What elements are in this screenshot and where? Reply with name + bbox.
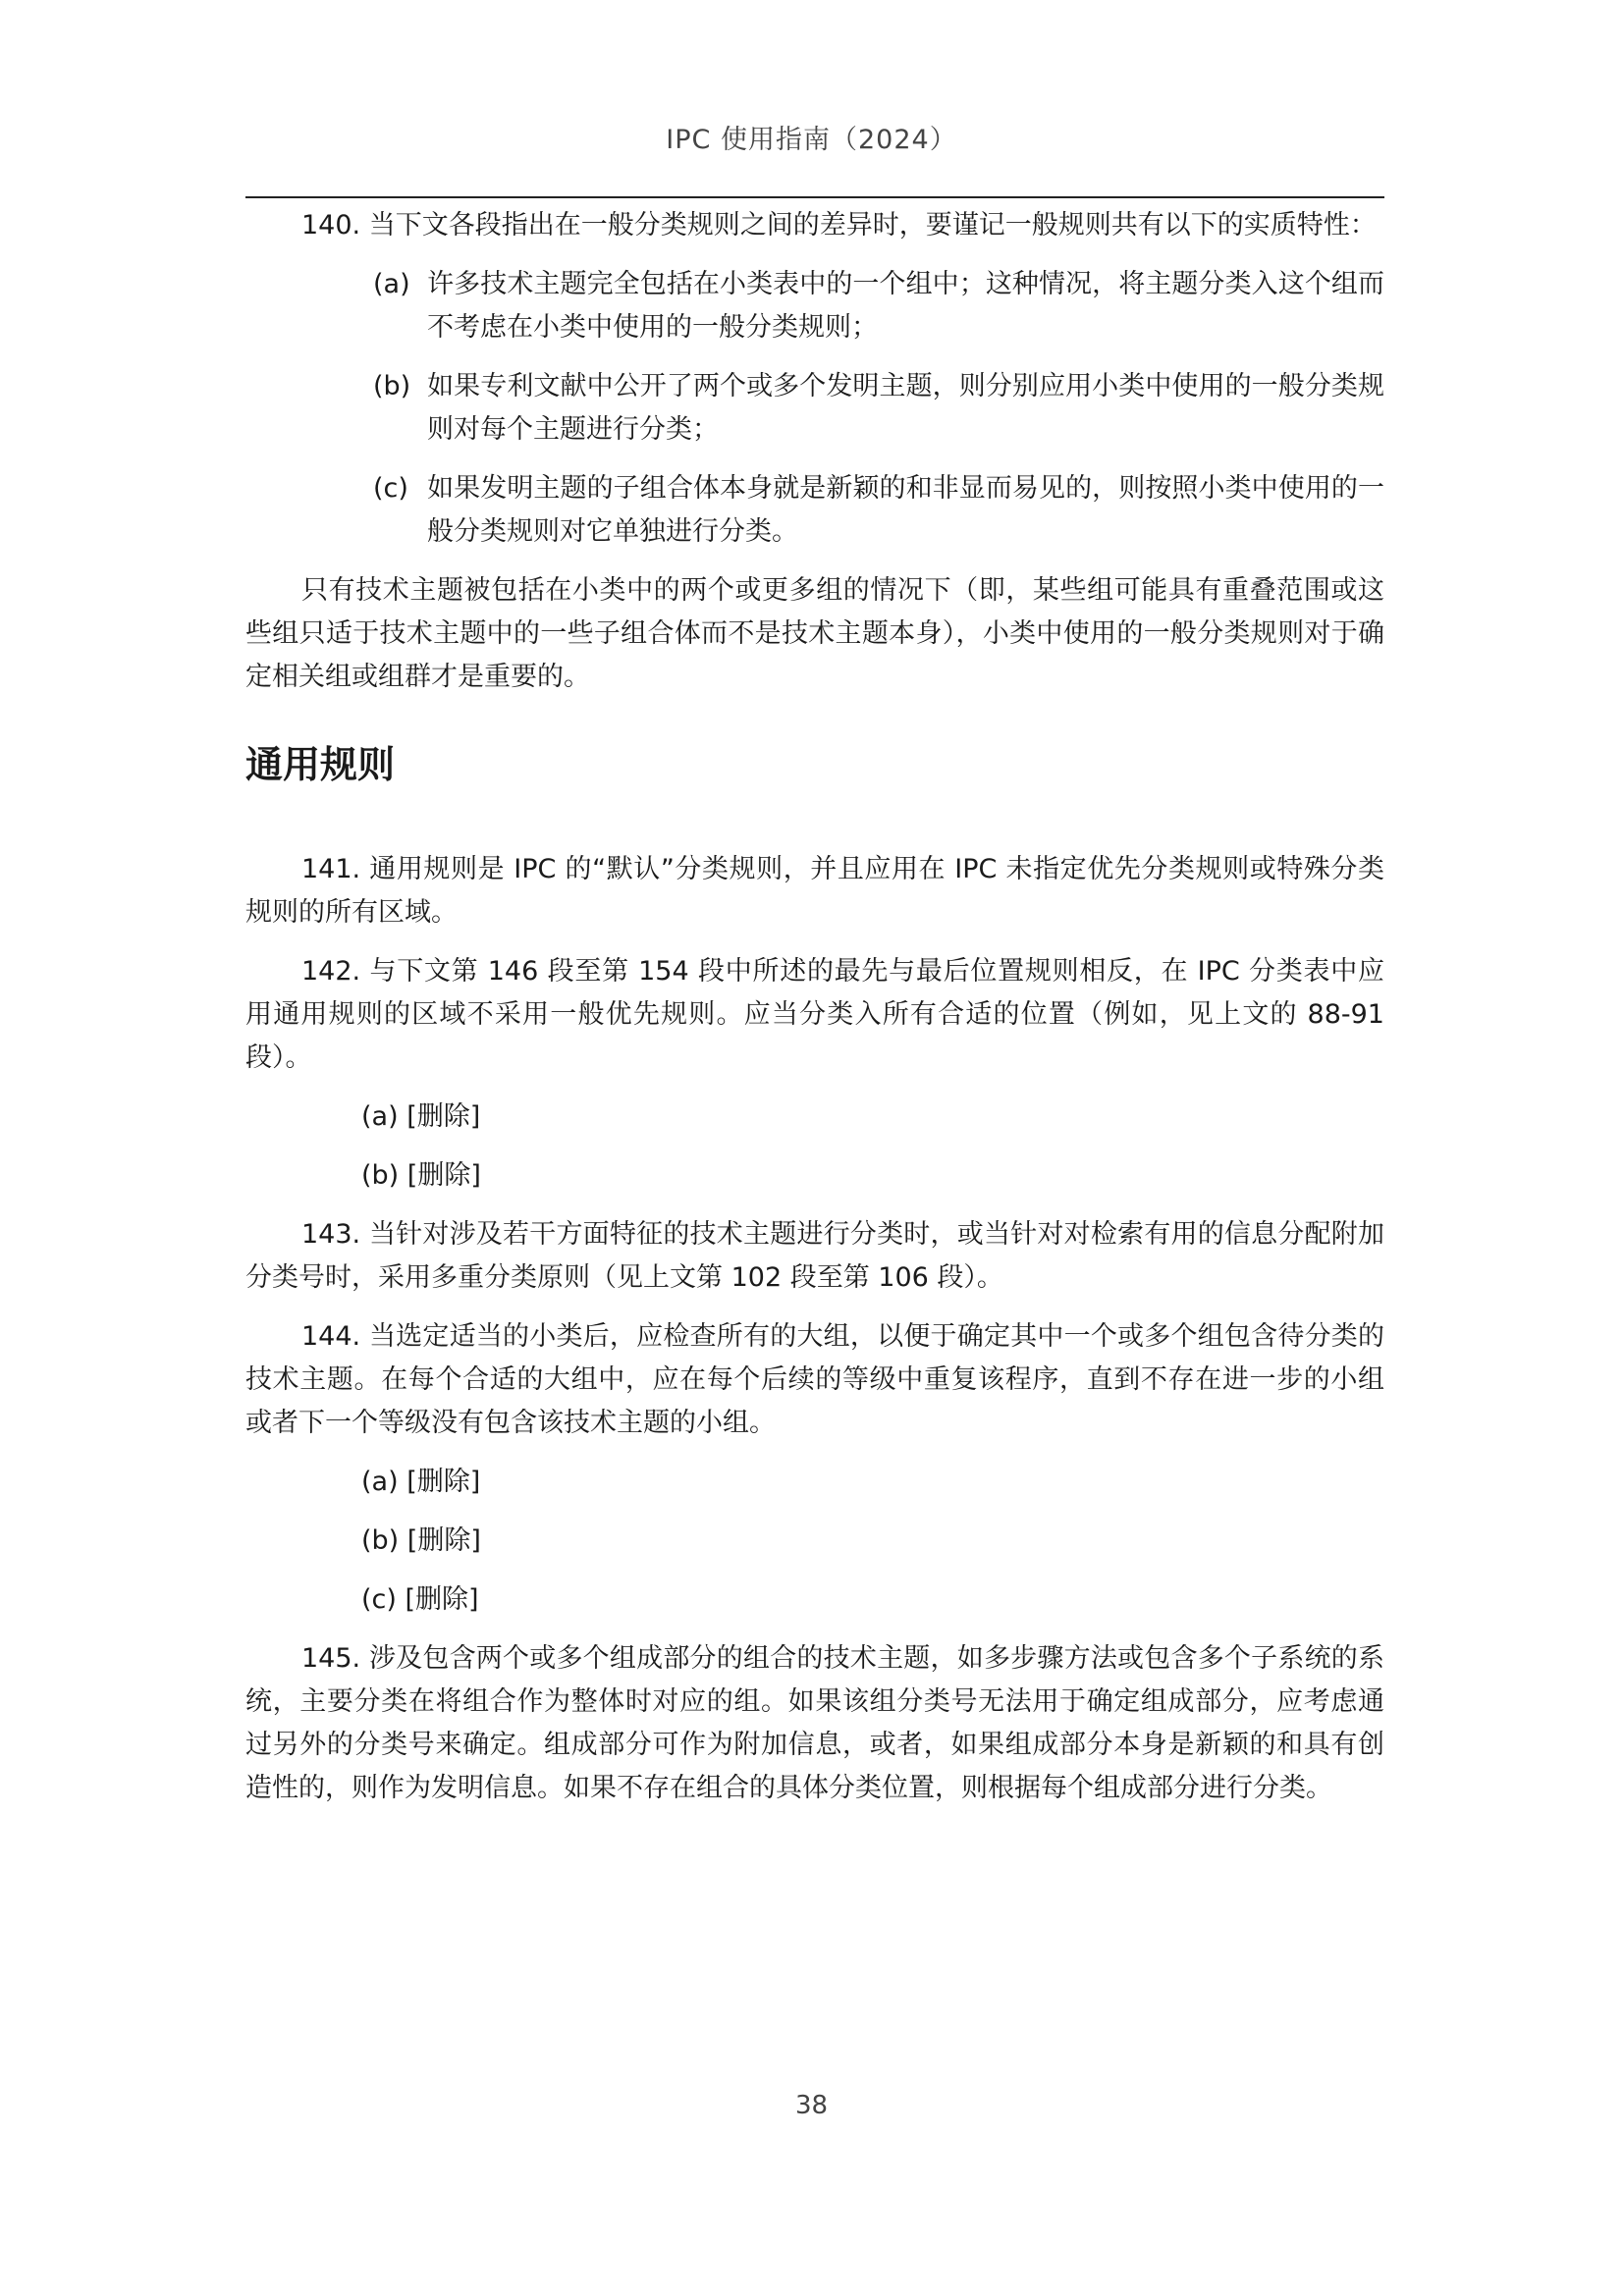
paragraph-number: 141. — [301, 854, 361, 884]
running-header: IPC 使用指南（2024） — [666, 125, 957, 155]
header-divider — [245, 196, 1384, 198]
deleted-item: (a) [删除] — [361, 1101, 481, 1132]
list-item-b — [245, 365, 1384, 452]
deleted-item: (a) [删除] — [361, 1467, 481, 1497]
section-heading: 通用规则 — [245, 743, 396, 786]
deleted-item: (b) [删除] — [361, 1525, 481, 1556]
paragraph-number: 142. — [301, 956, 361, 987]
item-label: (c) — [373, 473, 408, 504]
item-text: 许多技术主题完全包括在小类表中的一个组中；这种情况，将主题分类入这个组而不考虑在小类中使用的一般分类规则； — [427, 269, 1384, 343]
list-item-c — [245, 467, 1384, 554]
paragraph-number: 143. — [301, 1219, 361, 1250]
item-label: (a) — [373, 269, 410, 299]
paragraph-text: 当下文各段指出在一般分类规则之间的差异时，要谨记一般规则共有以下的实质特性： — [368, 210, 1377, 240]
paragraph-text: 通用规则是 IPC 的“默认”分类规则，并且应用在 IPC 未指定优先分类规则或特殊分类规则的所有区域。 — [245, 854, 1384, 928]
paragraph-143 — [245, 1213, 1384, 1300]
paragraph-142 — [245, 950, 1384, 1080]
deleted-item: (c) [删除] — [361, 1584, 479, 1615]
paragraph-text: 当选定适当的小类后，应检查所有的大组，以便于确定其中一个或多个组包含待分类的技术主题。在每个合适的大组中，应在每个后续的等级中重复该程序，直到不存在进一步的小组或者下一个等级没有包含该技术主题的小组。 — [245, 1321, 1384, 1438]
paragraph-text: 当针对涉及若干方面特征的技术主题进行分类时，或当针对对检索有用的信息分配附加分类号时，采用多重分类原则（见上文第 102 段至第 106 段）。 — [245, 1219, 1384, 1293]
item-text: 如果专利文献中公开了两个或多个发明主题，则分别应用小类中使用的一般分类规则对每个主题进行分类； — [427, 371, 1384, 445]
list-item-a — [245, 263, 1384, 349]
item-text: 如果发明主题的子组合体本身就是新颖的和非显而易见的，则按照小类中使用的一般分类规则对它单独进行分类。 — [427, 473, 1384, 547]
paragraph-number: 145. — [301, 1643, 361, 1674]
document-body — [245, 204, 1384, 1826]
paragraph-144 — [245, 1315, 1384, 1445]
deleted-item: (b) [删除] — [361, 1160, 481, 1191]
paragraph-text: 与下文第 146 段至第 154 段中所述的最先与最后位置规则相反，在 IPC 分类表中应用通用规则的区域不采用一般优先规则。应当分类入所有合适的位置（例如，见上文的 88-91 段）。 — [245, 956, 1384, 1073]
paragraph-140 — [245, 204, 1384, 247]
page-number: 38 — [794, 2091, 829, 2120]
paragraph-number: 144. — [301, 1321, 361, 1352]
paragraph-141 — [245, 848, 1384, 934]
paragraph-140-closing: 只有技术主题被包括在小类中的两个或更多组的情况下（即，某些组可能具有重叠范围或这些组只适于技术主题中的一些子组合体而不是技术主题本身），小类中使用的一般分类规则对于确定相关组或组群才是重要的。 — [245, 575, 1384, 692]
paragraph-145 — [245, 1637, 1384, 1810]
paragraph-text: 涉及包含两个或多个组成部分的组合的技术主题，如多步骤方法或包含多个子系统的系统，主要分类在将组合作为整体时对应的组。如果该组分类号无法用于确定组成部分，应考虑通过另外的分类号来确定。组成部分可作为附加信息，或者，如果组成部分本身是新颖的和具有创造性的，则作为发明信息。如果不存在组合的具体分类位置，则根据每个组成部分进行分类。 — [245, 1643, 1384, 1803]
paragraph-number: 140. — [301, 210, 361, 240]
item-label: (b) — [373, 371, 411, 401]
